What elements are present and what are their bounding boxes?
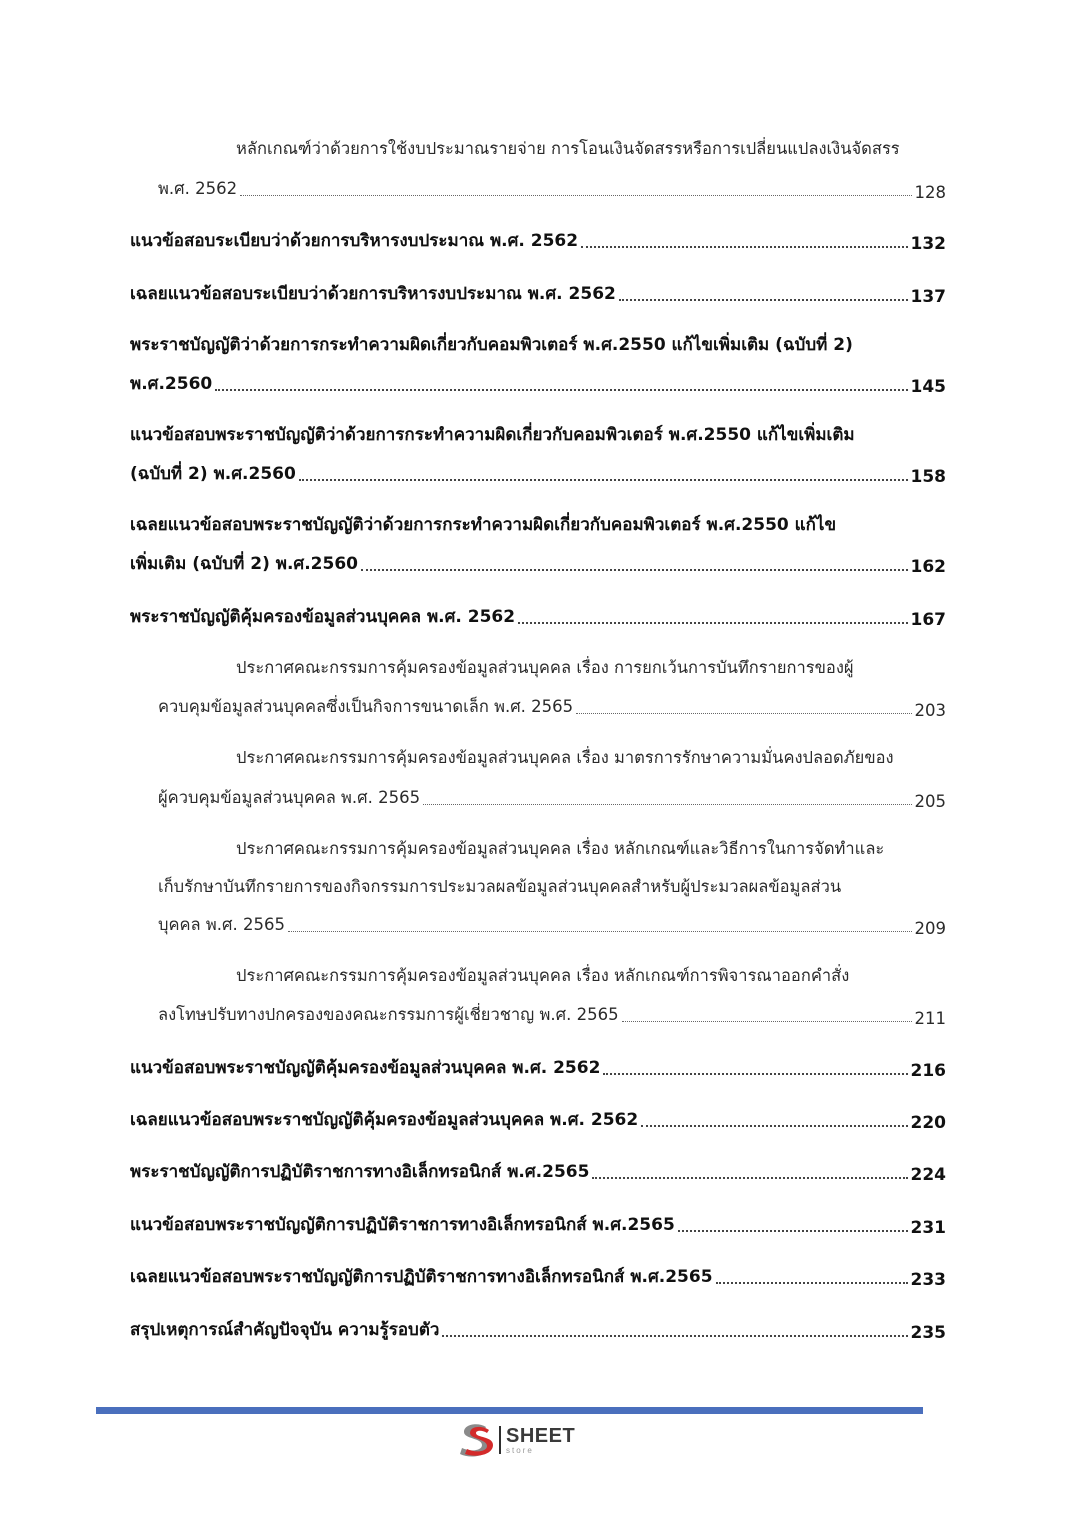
dot-leader <box>716 1281 908 1284</box>
toc-entry-text: สรุปเหตุการณ์สำคัญปัจจุบัน ความรู้รอบตัว <box>130 1320 440 1340</box>
sheet-store-logo <box>456 1420 575 1460</box>
sheet-store-s-icon <box>456 1421 496 1459</box>
toc-entry-text: เฉลยแนวข้อสอบพระราชบัญญัติคุ้มครองข้อมูลส่วนบุคคล พ.ศ. 2562 <box>130 1110 639 1130</box>
toc-entry-line <box>130 328 946 358</box>
toc-entry-text: แนวข้อสอบพระราชบัญญัติการปฏิบัติราชการทางอิเล็กทรอนิกส์ พ.ศ.2565 <box>130 1215 675 1235</box>
toc-entry-text: พระราชบัญญัติการปฏิบัติราชการทางอิเล็กทรอนิกส์ พ.ศ.2565 <box>130 1162 590 1182</box>
toc-page-number: 231 <box>910 1218 946 1238</box>
dot-leader <box>423 803 911 805</box>
toc-entry-line[interactable] <box>158 781 946 811</box>
toc-entry-text: เฉลยแนวข้อสอบพระราชบัญญัติการปฏิบัติราชการทางอิเล็กทรอนิกส์ พ.ศ.2565 <box>130 1267 713 1287</box>
dot-leader <box>518 621 907 624</box>
footer-divider-bar <box>96 1407 923 1414</box>
toc-page-number: 205 <box>914 792 946 811</box>
toc-entry-line[interactable] <box>130 1155 946 1185</box>
toc-page-number: 137 <box>910 287 946 307</box>
toc-entry-text: พ.ศ. 2562 <box>158 179 238 198</box>
toc-entry-line[interactable] <box>130 1260 946 1290</box>
dot-leader <box>442 1334 907 1337</box>
toc-entry-line <box>158 870 946 900</box>
toc-entry-line[interactable] <box>158 908 946 938</box>
toc-entry-text: พระราชบัญญัติคุ้มครองข้อมูลส่วนบุคคล พ.ศ. 2562 <box>130 607 516 627</box>
toc-page-number: 158 <box>910 467 946 487</box>
toc-page-number: 220 <box>910 1113 946 1133</box>
toc-page-number: 162 <box>910 557 946 577</box>
toc-page-number: 167 <box>910 610 946 630</box>
toc-entry-line[interactable] <box>130 277 946 307</box>
toc-entry-line[interactable] <box>158 690 946 720</box>
dot-leader <box>581 245 907 248</box>
toc-entry-line <box>130 508 946 538</box>
toc-entry-text: เพิ่มเติม (ฉบับที่ 2) พ.ศ.2560 <box>130 554 358 574</box>
toc-entry-text: พระราชบัญญัติว่าด้วยการกระทำความผิดเกี่ยวกับคอมพิวเตอร์ พ.ศ.2550 แก้ไขเพิ่มเติม (ฉบับที่ 2) <box>130 335 853 355</box>
dot-leader <box>215 388 907 391</box>
dot-leader <box>619 298 908 301</box>
toc-page-number: 211 <box>914 1009 946 1028</box>
toc-entry-text: หลักเกณฑ์ว่าด้วยการใช้งบประมาณรายจ่าย การโอนเงินจัดสรรหรือการเปลี่ยนแปลงเงินจัดสรร <box>236 139 900 158</box>
logo-divider <box>499 1426 501 1454</box>
toc-entry-line[interactable] <box>158 998 946 1028</box>
toc-entry-text: พ.ศ.2560 <box>130 374 213 394</box>
dot-leader <box>622 1020 912 1022</box>
toc-entry-text: (ฉบับที่ 2) พ.ศ.2560 <box>130 464 296 484</box>
toc-entry-line[interactable] <box>130 1103 946 1133</box>
toc-entry-line <box>236 741 946 771</box>
toc-page-number: 203 <box>914 701 946 720</box>
toc-entry-line[interactable] <box>130 224 946 254</box>
toc-entry-text: บุคคล พ.ศ. 2565 <box>158 915 285 934</box>
toc-entry-line <box>236 959 946 989</box>
toc-entry-line[interactable] <box>130 1051 946 1081</box>
dot-leader <box>240 194 911 196</box>
toc-entry-text: ประกาศคณะกรรมการคุ้มครองข้อมูลส่วนบุคคล เรื่อง หลักเกณฑ์การพิจารณาออกคำสั่ง <box>236 966 850 985</box>
dot-leader <box>678 1229 908 1232</box>
logo-subword: store <box>506 1445 534 1455</box>
toc-page-number: 209 <box>914 919 946 938</box>
toc-entry-line <box>236 651 946 681</box>
toc-entry-line[interactable] <box>130 367 946 397</box>
toc-entry-line[interactable] <box>130 457 946 487</box>
toc-entry-text: ลงโทษปรับทางปกครองของคณะกรรมการผู้เชี่ยวชาญ พ.ศ. 2565 <box>158 1005 619 1024</box>
toc-entry-line <box>236 832 946 862</box>
dot-leader <box>641 1124 907 1127</box>
dot-leader <box>576 712 911 714</box>
toc-page-number: 235 <box>910 1323 946 1343</box>
toc-entry-text: ประกาศคณะกรรมการคุ้มครองข้อมูลส่วนบุคคล เรื่อง การยกเว้นการบันทึกรายการของผู้ <box>236 658 854 677</box>
toc-page-number: 233 <box>910 1270 946 1290</box>
dot-leader <box>592 1176 907 1179</box>
toc-page-number: 216 <box>910 1061 946 1081</box>
toc-page-number: 128 <box>914 183 946 202</box>
toc-page-number: 145 <box>910 377 946 397</box>
toc-entry-text: แนวข้อสอบพระราชบัญญัติคุ้มครองข้อมูลส่วนบุคคล พ.ศ. 2562 <box>130 1058 601 1078</box>
logo-text <box>506 1426 575 1455</box>
dot-leader <box>299 478 908 481</box>
toc-entry-text: ผู้ควบคุมข้อมูลส่วนบุคคล พ.ศ. 2565 <box>158 788 421 807</box>
toc-page-number: 224 <box>910 1165 946 1185</box>
toc-entry-line[interactable] <box>130 1208 946 1238</box>
toc-entry-text: แนวข้อสอบพระราชบัญญัติว่าด้วยการกระทำความผิดเกี่ยวกับคอมพิวเตอร์ พ.ศ.2550 แก้ไขเพิ่มเติม <box>130 425 855 445</box>
toc-entry-line[interactable] <box>130 547 946 577</box>
toc-entry-text: แนวข้อสอบระเบียบว่าด้วยการบริหารงบประมาณ พ.ศ. 2562 <box>130 231 579 251</box>
dot-leader <box>603 1072 907 1075</box>
toc-entry-text: เก็บรักษาบันทึกรายการของกิจกรรมการประมวลผลข้อมูลส่วนบุคคลสำหรับผู้ประมวลผลข้อมูลส่วน <box>158 877 842 896</box>
toc-entry-line <box>130 418 946 448</box>
toc-entry-text: เฉลยแนวข้อสอบระเบียบว่าด้วยการบริหารงบประมาณ พ.ศ. 2562 <box>130 284 616 304</box>
toc-entry-line <box>236 132 946 162</box>
toc-entry-text: ประกาศคณะกรรมการคุ้มครองข้อมูลส่วนบุคคล เรื่อง หลักเกณฑ์และวิธีการในการจัดทำและ <box>236 839 885 858</box>
toc-entry-text: ประกาศคณะกรรมการคุ้มครองข้อมูลส่วนบุคคล เรื่อง มาตรการรักษาความมั่นคงปลอดภัยของ <box>236 748 894 767</box>
toc-entry-line[interactable] <box>130 1313 946 1343</box>
toc-entry-line[interactable] <box>130 600 946 630</box>
toc-entry-line[interactable] <box>158 172 946 202</box>
toc-page-number: 132 <box>910 234 946 254</box>
logo-word: SHEET <box>506 1424 576 1447</box>
toc-entry-text: ควบคุมข้อมูลส่วนบุคคลซึ่งเป็นกิจการขนาดเล็ก พ.ศ. 2565 <box>158 697 574 716</box>
dot-leader <box>288 930 912 932</box>
toc-entry-text: เฉลยแนวข้อสอบพระราชบัญญัติว่าด้วยการกระทำความผิดเกี่ยวกับคอมพิวเตอร์ พ.ศ.2550 แก้ไข <box>130 515 837 535</box>
dot-leader <box>361 568 908 571</box>
